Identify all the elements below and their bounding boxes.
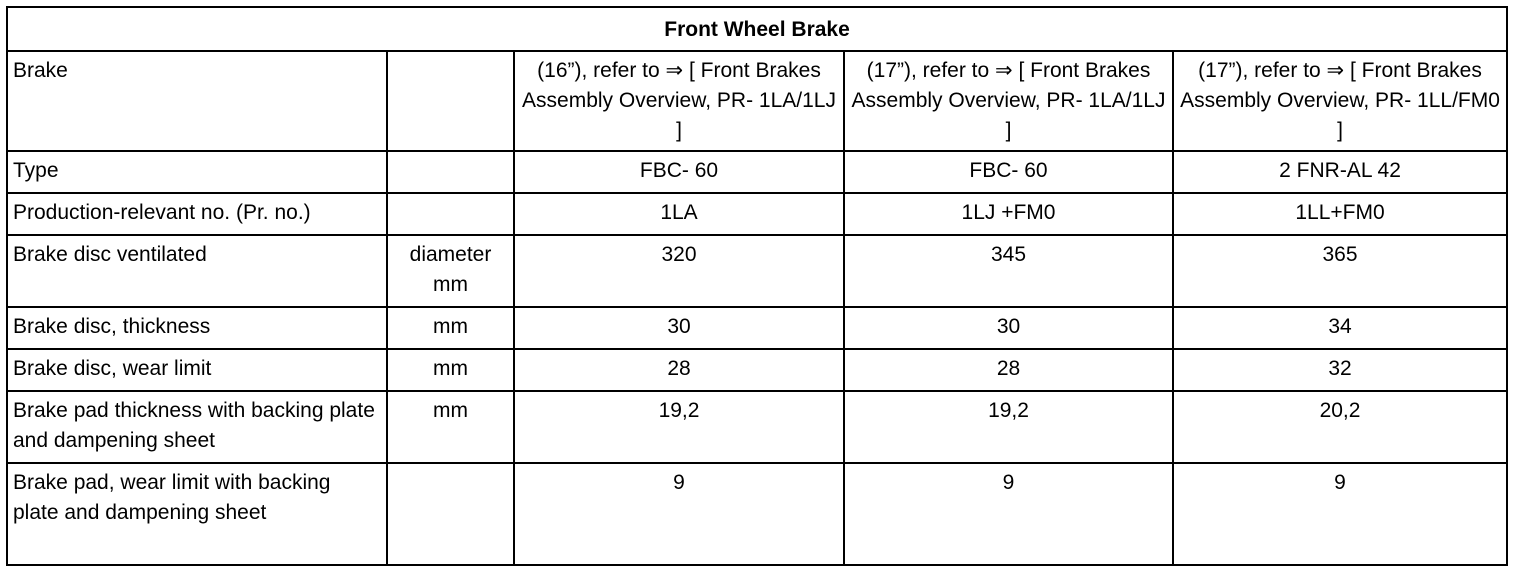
row-unit [387,193,514,235]
table-title-row [7,7,1507,51]
row-value: 9 [844,463,1173,565]
row-label: Brake disc ventilated [7,235,387,307]
row-value: 30 [514,307,844,349]
table-title: Front Wheel Brake [7,7,1507,51]
row-value: 30 [844,307,1173,349]
row-unit: mm [387,349,514,391]
header-label: Brake [7,51,387,151]
row-value: 34 [1173,307,1507,349]
row-value: FBC- 60 [514,151,844,193]
row-value: 1LJ +FM0 [844,193,1173,235]
row-value: 9 [1173,463,1507,565]
row-value: 320 [514,235,844,307]
row-value: 19,2 [514,391,844,463]
row-label: Production-relevant no. (Pr. no.) [7,193,387,235]
row-value: 2 FNR-AL 42 [1173,151,1507,193]
row-label: Brake disc, wear limit [7,349,387,391]
row-unit [387,151,514,193]
spec-sheet [6,6,1506,566]
table-row [7,151,1507,193]
header-column-17in-1la: (17”), refer to ⇒ [ Front Brakes Assembly Overview, PR- 1LA/1LJ ] [844,51,1173,151]
row-value: 365 [1173,235,1507,307]
row-value: FBC- 60 [844,151,1173,193]
row-value: 1LL+FM0 [1173,193,1507,235]
row-unit: mm [387,307,514,349]
row-value: 32 [1173,349,1507,391]
header-unit [387,51,514,151]
header-column-17in-1ll: (17”), refer to ⇒ [ Front Brakes Assembly Overview, PR- 1LL/FM0 ] [1173,51,1507,151]
row-label: Brake pad thickness with backing plate and dampening sheet [7,391,387,463]
row-value: 9 [514,463,844,565]
table-row [7,463,1507,565]
row-value: 345 [844,235,1173,307]
row-value: 1LA [514,193,844,235]
row-unit: diameter mm [387,235,514,307]
row-unit [387,463,514,565]
table-header-row [7,51,1507,151]
table-row [7,391,1507,463]
row-label: Brake pad, wear limit with backing plate and dampening sheet [7,463,387,565]
row-value: 28 [514,349,844,391]
front-wheel-brake-table [6,6,1508,566]
row-value: 20,2 [1173,391,1507,463]
row-unit: mm [387,391,514,463]
row-label: Type [7,151,387,193]
table-row [7,349,1507,391]
table-row [7,307,1507,349]
header-column-16in: (16”), refer to ⇒ [ Front Brakes Assembly Overview, PR- 1LA/1LJ ] [514,51,844,151]
row-value: 19,2 [844,391,1173,463]
row-value: 28 [844,349,1173,391]
row-label: Brake disc, thickness [7,307,387,349]
table-row [7,235,1507,307]
table-row [7,193,1507,235]
